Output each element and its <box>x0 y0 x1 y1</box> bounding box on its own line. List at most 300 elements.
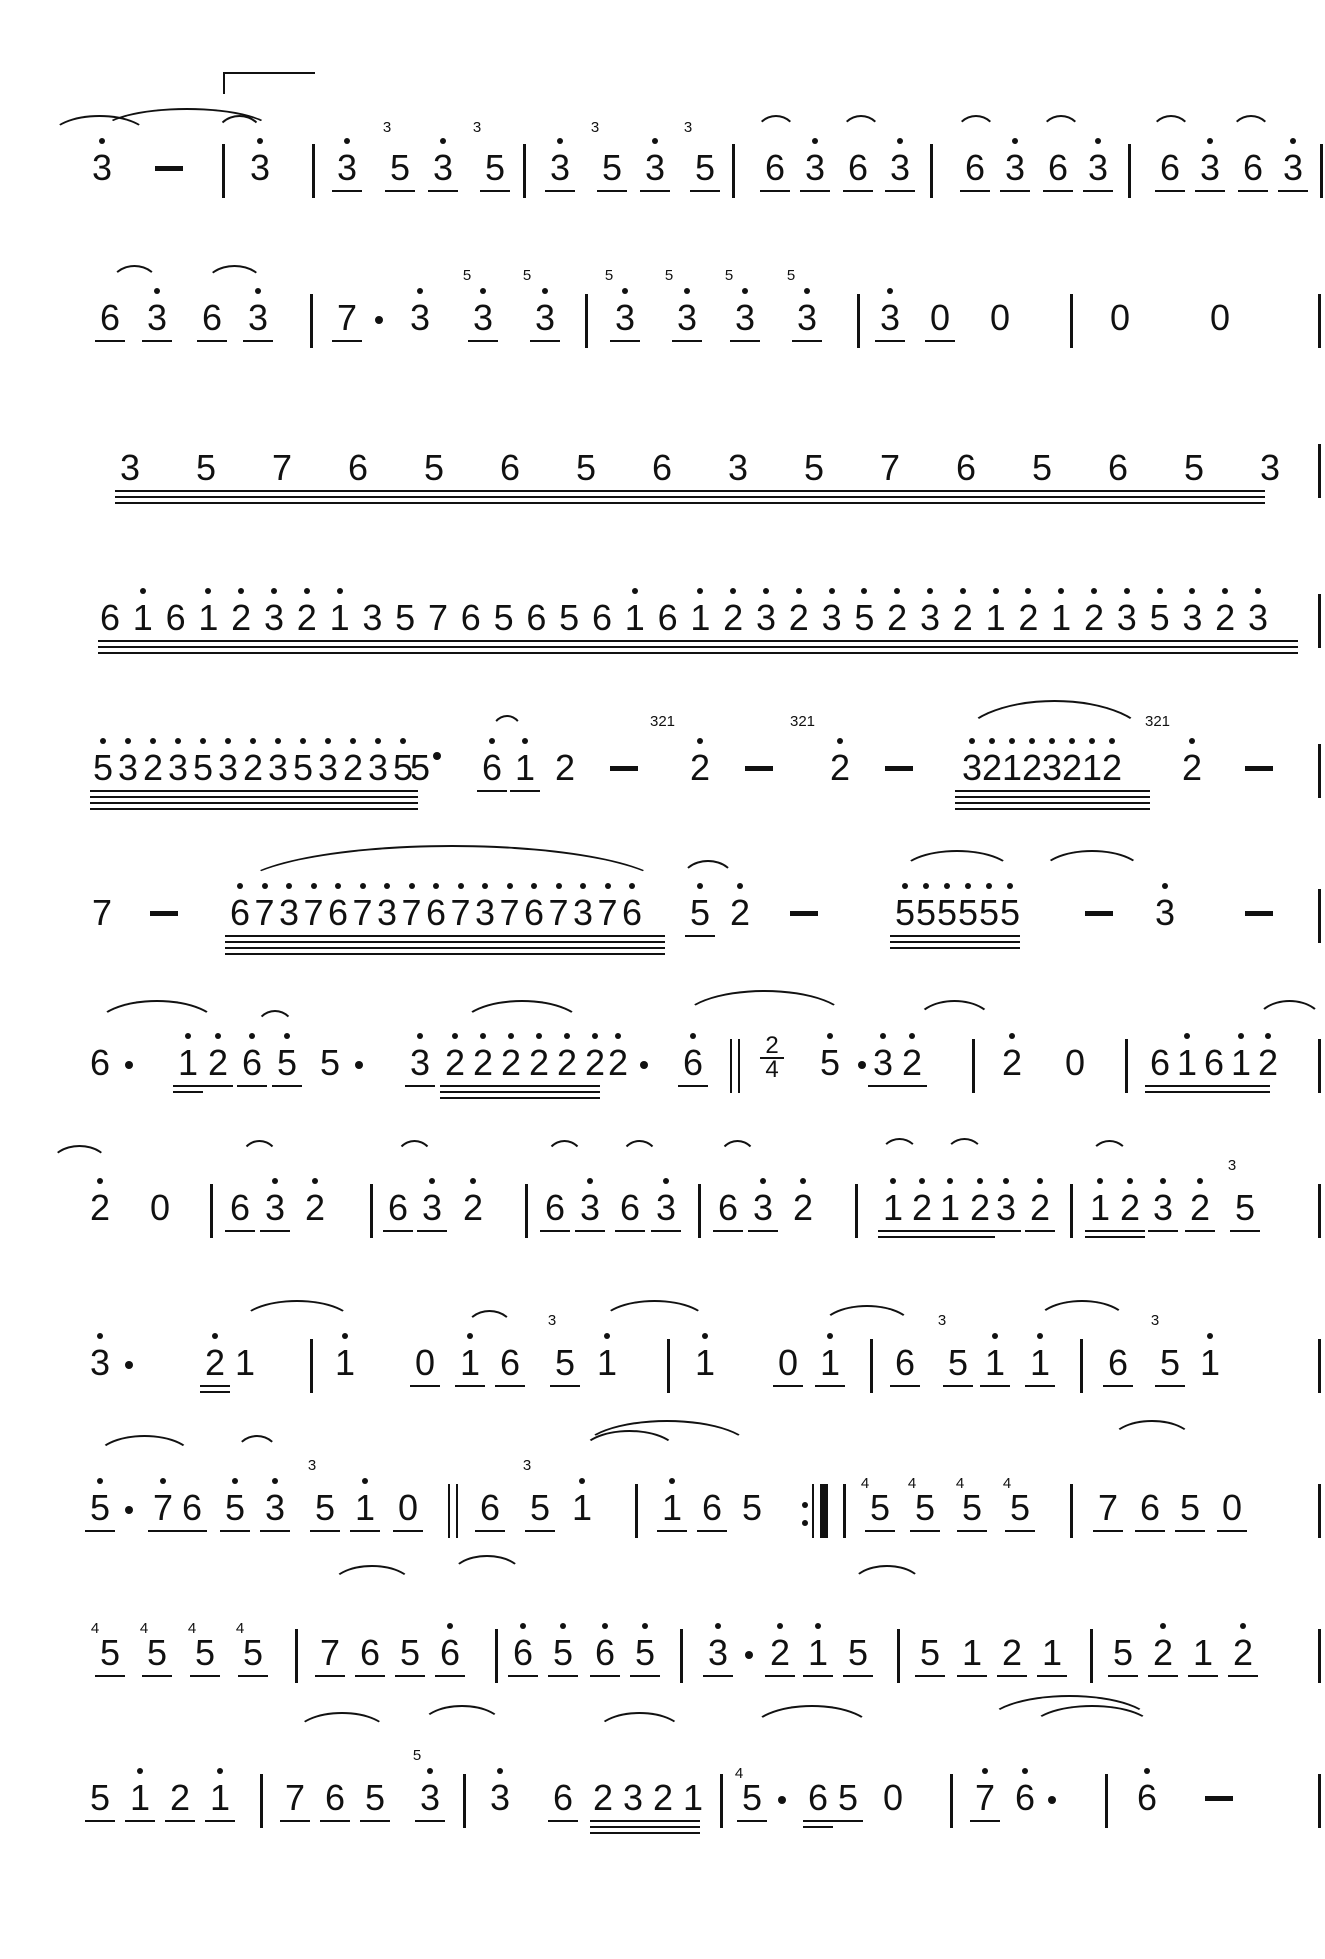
bar-line <box>930 144 933 198</box>
sustain-dash <box>1205 1796 1233 1801</box>
note-digit: 3 <box>409 1042 431 1083</box>
octave-dot-high <box>375 738 381 744</box>
bar-line <box>1128 144 1131 198</box>
note-digit: 0 <box>1064 1042 1086 1083</box>
beam-line <box>548 1820 578 1822</box>
note-digit: 5 <box>554 1342 576 1383</box>
note-digit: 6 <box>1047 147 1069 188</box>
beam-line <box>1043 190 1073 192</box>
note-digit: 1 <box>1199 1342 1221 1383</box>
slur-arc <box>955 115 997 135</box>
note-digit: 5 <box>915 892 937 933</box>
note-digit: 0 <box>777 1342 799 1383</box>
beam-line <box>897 1085 927 1087</box>
note-digit: 6 <box>807 1777 829 1818</box>
octave-dot-high <box>697 738 703 744</box>
octave-dot-high <box>100 738 106 744</box>
octave-dot-high <box>433 883 439 889</box>
octave-dot-high <box>1127 1178 1133 1184</box>
bar-line <box>1070 1184 1073 1238</box>
beam-line <box>843 190 873 192</box>
note-digit: 5 <box>575 447 597 488</box>
beam-line <box>530 340 560 342</box>
beam-line <box>125 1820 155 1822</box>
note-digit: 1 <box>690 597 711 638</box>
octave-dot-high <box>1109 738 1115 744</box>
note-digit: 1 <box>334 1342 356 1383</box>
note-digit: 7 <box>336 297 358 338</box>
beam-line <box>651 1230 681 1232</box>
beam-line <box>1103 1385 1133 1387</box>
note-digit: 2 <box>1018 597 1039 638</box>
augmentation-dot <box>125 1361 133 1369</box>
note-digit: 6 <box>847 147 869 188</box>
note-digit: 2 <box>952 597 973 638</box>
octave-dot-high <box>137 1768 143 1774</box>
octave-dot-high <box>262 883 268 889</box>
note-digit: 6 <box>460 597 481 638</box>
note-digit: 2 <box>969 1187 991 1228</box>
note-digit: 6 <box>229 892 251 933</box>
octave-dot-high <box>1207 1333 1213 1339</box>
beam-line <box>355 1675 385 1677</box>
beam-line <box>878 1236 908 1238</box>
bar-line <box>463 1774 466 1828</box>
note-digit: 5 <box>529 1487 551 1528</box>
slur-arc <box>235 845 669 892</box>
note-digit: 2 <box>769 1632 791 1673</box>
beam-line <box>360 1820 390 1822</box>
grace-note: 4 <box>1002 1475 1012 1492</box>
octave-dot-high <box>1029 738 1035 744</box>
sustain-dash <box>885 766 913 771</box>
beam-line <box>220 1530 250 1532</box>
note-digit: 5 <box>999 892 1021 933</box>
beam-line <box>90 808 418 810</box>
beam-line <box>590 1675 620 1677</box>
octave-dot-high <box>400 738 406 744</box>
augmentation-dot <box>640 1061 648 1069</box>
beam-line <box>1025 1385 1055 1387</box>
beam-line <box>875 340 905 342</box>
note-digit: 1 <box>1051 597 1072 638</box>
octave-dot-high <box>902 883 908 889</box>
bar-line <box>870 1339 873 1393</box>
note-digit: 3 <box>644 147 666 188</box>
note-digit: 3 <box>549 147 571 188</box>
octave-dot-high <box>960 588 966 594</box>
slur-arc <box>545 1140 584 1160</box>
note-digit: 3 <box>419 1777 441 1818</box>
beam-line <box>730 340 760 342</box>
bar-line <box>585 294 588 348</box>
augmentation-dot <box>355 1061 363 1069</box>
grace-note: 4 <box>235 1620 245 1637</box>
slur-arc <box>680 860 736 882</box>
note-digit: 3 <box>796 297 818 338</box>
note-digit: 2 <box>169 1777 191 1818</box>
grace-note: 3 <box>307 1457 317 1474</box>
octave-dot-high <box>763 588 769 594</box>
beam-line <box>550 1385 580 1387</box>
note-digit: 5 <box>409 747 431 788</box>
note-digit: 5 <box>194 1632 216 1673</box>
note-digit: 2 <box>652 1777 674 1818</box>
slur-arc <box>240 1300 354 1324</box>
note-digit: 5 <box>146 1632 168 1673</box>
note-digit: 6 <box>425 892 447 933</box>
beam-line <box>890 947 1020 949</box>
grace-note: 5 <box>462 267 472 284</box>
octave-dot-high <box>887 288 893 294</box>
note-digit: 5 <box>314 1487 336 1528</box>
double-bar-line <box>730 1039 732 1093</box>
slur-arc <box>1110 1420 1194 1442</box>
octave-dot-high <box>97 1478 103 1484</box>
beam-line <box>1093 1530 1123 1532</box>
beam-line <box>935 1236 965 1238</box>
note-digit: 7 <box>303 892 324 933</box>
note-digit: 3 <box>1004 147 1026 188</box>
octave-dot-high <box>804 288 810 294</box>
note-digit: 3 <box>91 147 113 188</box>
note-digit: 5 <box>493 597 514 638</box>
note-digit: 6 <box>1139 1487 1161 1528</box>
bar-line <box>312 144 315 198</box>
grace-note: 5 <box>412 1747 422 1764</box>
beam-line <box>260 1230 290 1232</box>
slur-arc <box>450 1555 524 1577</box>
beam-line <box>803 1675 833 1677</box>
bar-line <box>667 1339 670 1393</box>
note-digit: 3 <box>317 747 339 788</box>
note-digit: 1 <box>209 1777 231 1818</box>
beam-line <box>957 1675 987 1677</box>
note-digit: 1 <box>694 1342 716 1383</box>
octave-dot-high <box>1222 588 1228 594</box>
octave-dot-high <box>1009 738 1015 744</box>
note-digit: 0 <box>414 1342 436 1383</box>
bar-line <box>1090 1629 1093 1683</box>
note-digit: 5 <box>741 1487 763 1528</box>
octave-dot-high <box>1095 138 1101 144</box>
octave-dot-high <box>531 883 537 889</box>
octave-dot-high <box>272 1478 278 1484</box>
note-digit: 3 <box>1182 597 1203 638</box>
beam-line <box>115 490 1265 492</box>
beam-line <box>98 646 1298 648</box>
note-digit: 3 <box>1152 1187 1174 1228</box>
octave-dot-high <box>1049 738 1055 744</box>
bar-line <box>1318 744 1321 798</box>
note-digit: 2 <box>304 1187 326 1228</box>
note-digit: 1 <box>571 1487 593 1528</box>
beam-line <box>455 1385 485 1387</box>
beam-line <box>965 1236 995 1238</box>
octave-dot-high <box>1022 1768 1028 1774</box>
bar-line <box>523 144 526 198</box>
beam-line <box>98 652 1298 654</box>
note-digit: 0 <box>1209 297 1231 338</box>
note-digit: 3 <box>579 1187 601 1228</box>
note-digit: 5 <box>919 1632 941 1673</box>
beam-line <box>590 1832 700 1834</box>
slur-arc <box>1040 115 1082 135</box>
beam-line <box>395 1675 425 1677</box>
note-digit: 6 <box>544 1187 566 1228</box>
beam-line <box>98 640 1298 642</box>
beam-line <box>630 1675 660 1677</box>
note-digit: 5 <box>894 892 916 933</box>
octave-dot-high <box>1037 1333 1043 1339</box>
note-digit: 2 <box>1181 747 1203 788</box>
note-digit: 5 <box>961 1487 983 1528</box>
note-digit: 2 <box>689 747 711 788</box>
note-digit: 5 <box>1183 447 1205 488</box>
note-digit: 0 <box>882 1777 904 1818</box>
bar-line <box>295 1629 298 1683</box>
octave-dot-high <box>304 588 310 594</box>
note-digit: 3 <box>727 447 749 488</box>
bar-line <box>1125 1039 1128 1093</box>
beam-line <box>272 1085 302 1087</box>
octave-dot-high <box>560 1623 566 1629</box>
beam-line <box>803 1820 833 1822</box>
beam-line <box>203 1085 233 1087</box>
note-digit: 5 <box>601 147 623 188</box>
bar-line <box>1080 1339 1083 1393</box>
octave-dot-high <box>663 1178 669 1184</box>
note-digit: 5 <box>957 892 979 933</box>
octave-dot-high <box>480 1033 486 1039</box>
beam-line <box>142 340 172 342</box>
beam-line <box>415 1820 445 1822</box>
grace-note: 4 <box>955 1475 965 1492</box>
octave-dot-high <box>992 1333 998 1339</box>
beam-line <box>142 1675 172 1677</box>
octave-dot-high <box>742 288 748 294</box>
beam-line <box>315 1675 345 1677</box>
note-digit: 3 <box>263 597 285 638</box>
octave-dot-high <box>160 1478 166 1484</box>
grace-note: 5 <box>786 267 796 284</box>
grace-note: 5 <box>604 267 614 284</box>
beam-line <box>657 1530 687 1532</box>
beam-line <box>760 190 790 192</box>
note-digit: 5 <box>364 1777 386 1818</box>
octave-dot-high <box>760 1178 766 1184</box>
beam-line <box>833 1820 863 1822</box>
augmentation-dot <box>125 1506 133 1514</box>
octave-dot-high <box>829 588 835 594</box>
octave-dot-high <box>909 1033 915 1039</box>
note-digit: 7 <box>974 1777 996 1818</box>
octave-dot-high <box>944 883 950 889</box>
slur-arc <box>95 1000 219 1027</box>
octave-dot-high <box>200 738 206 744</box>
note-digit: 6 <box>1107 1342 1129 1383</box>
octave-dot-high <box>1255 588 1261 594</box>
octave-dot-high <box>480 288 486 294</box>
sustain-dash <box>150 911 178 916</box>
note-digit: 5 <box>395 597 416 638</box>
octave-dot-high <box>697 883 703 889</box>
octave-dot-high <box>1069 738 1075 744</box>
note-digit: 2 <box>554 747 576 788</box>
octave-dot-high <box>250 738 256 744</box>
note-digit: 7 <box>597 892 618 933</box>
octave-dot-high <box>520 1623 526 1629</box>
octave-dot-high <box>927 588 933 594</box>
beam-line <box>955 796 1150 798</box>
octave-dot-high <box>1238 1033 1244 1039</box>
note-digit: 1 <box>234 1342 256 1383</box>
note-digit: 6 <box>1014 1777 1036 1818</box>
beam-line <box>997 1675 1027 1677</box>
note-digit: 6 <box>439 1632 461 1673</box>
note-digit: 5 <box>559 597 580 638</box>
octave-dot-high <box>615 1033 621 1039</box>
beam-line <box>468 340 498 342</box>
note-digit: 3 <box>1041 747 1063 788</box>
note-digit: 5 <box>1159 1342 1181 1383</box>
octave-dot-high <box>232 1478 238 1484</box>
note-digit: 3 <box>249 147 271 188</box>
slur-arc <box>945 1138 984 1156</box>
note-digit: 1 <box>514 747 536 788</box>
beam-line <box>1115 1236 1145 1238</box>
beam-line <box>350 1530 380 1532</box>
beam-line <box>697 1530 727 1532</box>
augmentation-dot <box>433 752 441 760</box>
beam-line <box>1228 1675 1258 1677</box>
beam-line <box>480 190 510 192</box>
beam-line <box>205 1820 235 1822</box>
slur-arc <box>460 1000 584 1027</box>
note-digit: 2 <box>444 1042 466 1083</box>
beam-line <box>510 790 540 792</box>
beam-line <box>1278 190 1308 192</box>
note-digit: 6 <box>651 447 673 488</box>
sustain-dash <box>1245 911 1273 916</box>
note-digit: 5 <box>947 1342 969 1383</box>
octave-dot-high <box>965 883 971 889</box>
note-digit: 1 <box>1029 1342 1051 1383</box>
beam-line <box>417 1230 447 1232</box>
beam-line <box>678 1085 708 1087</box>
beam-line <box>1145 1085 1270 1087</box>
note-digit: 3 <box>119 447 141 488</box>
note-digit: 3 <box>995 1187 1017 1228</box>
note-digit: 6 <box>526 597 547 638</box>
note-digit: 7 <box>1097 1487 1119 1528</box>
octave-dot-high <box>697 588 703 594</box>
note-digit: 6 <box>894 1342 916 1383</box>
note-digit: 1 <box>984 1342 1006 1383</box>
note-digit: 3 <box>1154 892 1176 933</box>
note-digit: 5 <box>869 1487 891 1528</box>
beam-line <box>475 1530 505 1532</box>
note-digit: 1 <box>682 1777 704 1818</box>
note-digit: 3 <box>267 747 289 788</box>
note-digit: 3 <box>655 1187 677 1228</box>
double-bar-line <box>738 1039 740 1093</box>
beam-line <box>597 190 627 192</box>
beam-line <box>943 1385 973 1387</box>
octave-dot-high <box>238 588 244 594</box>
octave-dot-high <box>1265 1033 1271 1039</box>
note-digit: 1 <box>1176 1042 1198 1083</box>
octave-dot-high <box>815 1623 821 1629</box>
beam-line <box>815 1385 845 1387</box>
grace-note: 3 <box>1227 1157 1237 1174</box>
note-digit: 6 <box>764 147 786 188</box>
grace-note: 4 <box>90 1620 100 1637</box>
note-digit: 2 <box>1029 1187 1051 1228</box>
octave-dot-high <box>652 138 658 144</box>
beam-line <box>792 340 822 342</box>
beam-line <box>525 1530 555 1532</box>
note-digit: 3 <box>1116 597 1137 638</box>
note-digit: 2 <box>89 1187 111 1228</box>
octave-dot-high <box>335 883 341 889</box>
octave-dot-high <box>690 1033 696 1039</box>
beam-line <box>200 1385 230 1387</box>
bar-line <box>495 1629 498 1683</box>
beam-line <box>737 1820 767 1822</box>
beam-line <box>90 802 418 804</box>
beam-line <box>332 190 362 192</box>
note-digit: 6 <box>1136 1777 1158 1818</box>
note-digit: 3 <box>879 297 901 338</box>
note-digit: 5 <box>837 1777 859 1818</box>
octave-dot-high <box>225 738 231 744</box>
bar-line <box>1070 1484 1073 1538</box>
thick-bar-line <box>820 1484 828 1538</box>
note-digit: 6 <box>512 1632 534 1673</box>
note-digit: 6 <box>327 892 349 933</box>
sustain-dash <box>790 911 818 916</box>
octave-dot-high <box>271 588 277 594</box>
beam-line <box>890 935 1020 937</box>
octave-dot-high <box>669 1478 675 1484</box>
beam-line <box>225 935 665 937</box>
grace-note: 5 <box>724 267 734 284</box>
bar-line <box>1318 1774 1321 1828</box>
note-digit: 1 <box>329 597 350 638</box>
octave-dot-high <box>1025 588 1031 594</box>
note-digit: 0 <box>929 297 951 338</box>
beam-line <box>1083 190 1113 192</box>
note-digit: 1 <box>1192 1632 1214 1673</box>
beam-line <box>115 496 1265 498</box>
note-digit: 0 <box>989 297 1011 338</box>
beam-line <box>935 1230 965 1232</box>
bar-line <box>1070 294 1073 348</box>
octave-dot-high <box>1160 1623 1166 1629</box>
bar-line <box>1318 1184 1321 1238</box>
bar-line <box>732 144 735 198</box>
note-digit: 6 <box>1159 147 1181 188</box>
note-digit: 7 <box>450 892 471 933</box>
bar-line <box>950 1774 953 1828</box>
slur-arc <box>465 1310 514 1330</box>
note-digit: 2 <box>142 747 164 788</box>
note-digit: 3 <box>614 297 636 338</box>
note-digit: 6 <box>481 747 503 788</box>
note-digit: 3 <box>167 747 189 788</box>
note-digit: 5 <box>1234 1187 1256 1228</box>
